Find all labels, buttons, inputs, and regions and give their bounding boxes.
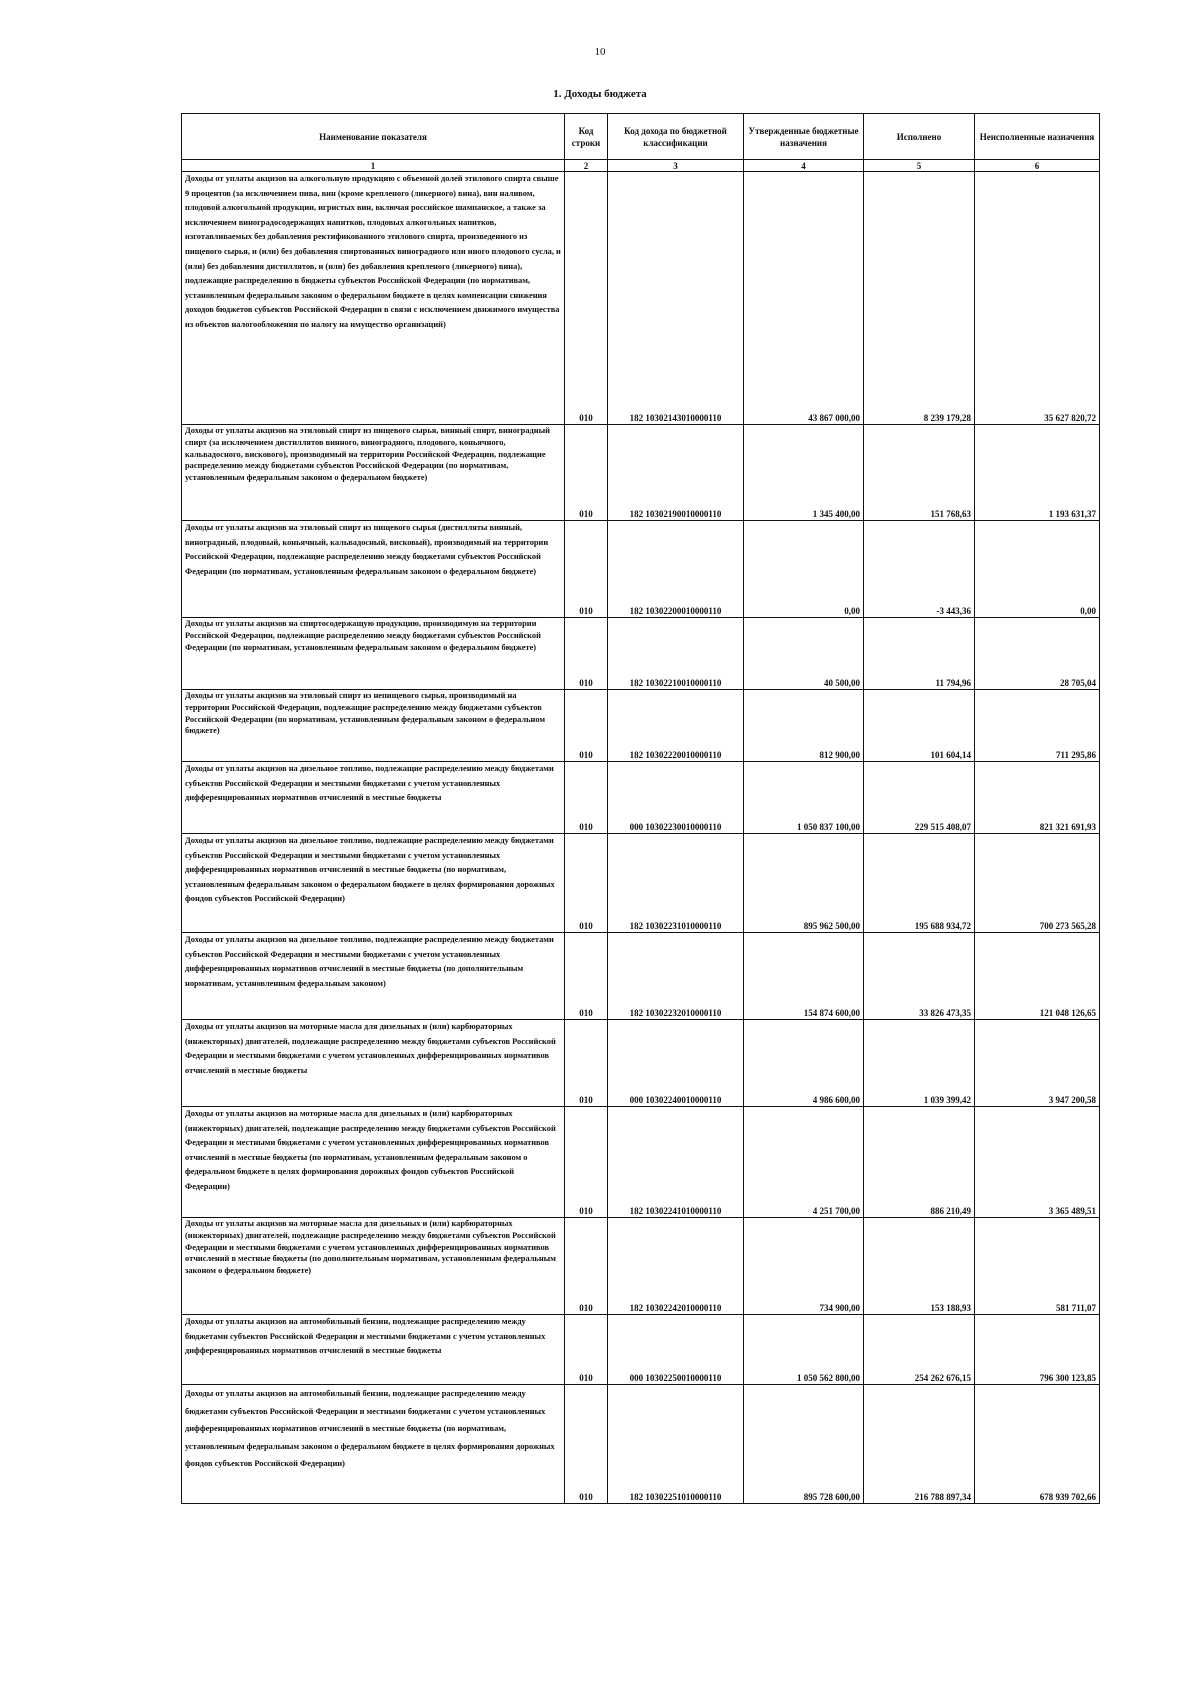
row-code: 010 <box>565 933 608 1020</box>
header-kbk: Код дохода по бюджетной классификации <box>608 114 744 160</box>
row-code: 010 <box>565 1385 608 1504</box>
table-row <box>182 172 1100 425</box>
row-code: 010 <box>565 521 608 618</box>
header-unexecuted: Неисполненные назначения <box>975 114 1100 160</box>
row-executed: 216 788 897,34 <box>864 1385 975 1504</box>
table-row <box>182 521 1100 618</box>
row-unexecuted: 700 273 565,28 <box>975 834 1100 933</box>
row-executed: 151 768,63 <box>864 425 975 521</box>
table-row <box>182 1218 1100 1315</box>
row-code: 010 <box>565 1020 608 1107</box>
row-approved: 895 728 600,00 <box>744 1385 864 1504</box>
row-name: Доходы от уплаты акцизов на спиртосодержащую продукцию, производимую на территории Российской Федерации, подлежащие распределению между бюджетами субъектов Российской Федерации (по нормативам, установленным федеральным законом о федеральном бюджете) <box>182 618 565 690</box>
row-approved: 1 050 562 800,00 <box>744 1315 864 1385</box>
row-name: Доходы от уплаты акцизов на алкогольную продукцию с объемной долей этилового спирта свыше 9 процентов (за исключением пива, вин (кроме крепленого (ликерного) вина), вин наливом, плодовой алкогольной продукции, игристых вин, включая российское шампанское, а также за исключением виноградосодержащих напитков, плодовых алкогольных напитков, изготавливаемых без добавления ректификованного этилового спирта, произведенного из пищевого сырья, и (или) без добавления спиртованных виноградного или иного плодового сусла, и (или) без добавления дистиллятов, и (или) без добавления крепленого (ликерного) вина), подлежащие распределению в бюджеты субъектов Российской Федерации (по нормативам, установленным федеральным законом о федеральном бюджете в целях компенсации снижения доходов бюджетов субъектов Российской Федерации в связи с исключением движимого имущества из объектов налогообложения по налогу на имущество организаций) <box>182 172 565 425</box>
row-code: 010 <box>565 762 608 834</box>
row-name: Доходы от уплаты акцизов на моторные масла для дизельных и (или) карбюраторных (инжекторных) двигателей, подлежащие распределению между бюджетами субъектов Российской Федерации и местными бюджетами с учетом установленных дифференцированных нормативов отчислений в местные бюджеты <box>182 1020 565 1107</box>
header-code: Код строки <box>565 114 608 160</box>
row-approved: 154 874 600,00 <box>744 933 864 1020</box>
column-number: 2 <box>565 160 608 172</box>
row-executed: 254 262 676,15 <box>864 1315 975 1385</box>
section-title: 1. Доходы бюджета <box>553 88 647 100</box>
row-unexecuted: 1 193 631,37 <box>975 425 1100 521</box>
row-approved: 895 962 500,00 <box>744 834 864 933</box>
row-name: Доходы от уплаты акцизов на этиловый спирт из непищевого сырья, производимый на территории Российской Федерации, подлежащие распределению между бюджетами субъектов Российской Федерации (по нормативам, установленным федеральным законом о федеральном бюджете) <box>182 690 565 762</box>
row-approved: 4 986 600,00 <box>744 1020 864 1107</box>
column-number: 6 <box>975 160 1100 172</box>
column-number: 1 <box>182 160 565 172</box>
row-name: Доходы от уплаты акцизов на моторные масла для дизельных и (или) карбюраторных (инжекторных) двигателей, подлежащие распределению между бюджетами субъектов Российской Федерации и местными бюджетами с учетом установленных дифференцированных нормативов отчислений в местные бюджеты (по дополнительным нормативам, установленным федеральным законом о федеральном бюджете) <box>182 1218 565 1315</box>
row-executed: 153 188,93 <box>864 1218 975 1315</box>
row-kbk: 182 10302242010000110 <box>608 1218 744 1315</box>
row-approved: 4 251 700,00 <box>744 1107 864 1218</box>
table-row <box>182 1107 1100 1218</box>
table-row <box>182 1385 1100 1504</box>
income-table <box>181 113 1100 1504</box>
row-code: 010 <box>565 172 608 425</box>
row-name: Доходы от уплаты акцизов на автомобильный бензин, подлежащие распределению между бюджетами субъектов Российской Федерации и местными бюджетами с учетом установленных дифференцированных нормативов отчислений в местные бюджеты <box>182 1315 565 1385</box>
row-unexecuted: 3 365 489,51 <box>975 1107 1100 1218</box>
row-kbk: 182 10302200010000110 <box>608 521 744 618</box>
row-code: 010 <box>565 1315 608 1385</box>
row-name: Доходы от уплаты акцизов на этиловый спирт из пищевого сырья (дистилляты винный, виноградный, плодовый, коньячный, кальвадосный, висковый), производимый на территории Российской Федерации, подлежащие распределению между бюджетами субъектов Российской Федерации (по нормативам, установленным федеральным законом о федеральном бюджете) <box>182 521 565 618</box>
table-row <box>182 1020 1100 1107</box>
column-number: 5 <box>864 160 975 172</box>
table-row <box>182 762 1100 834</box>
row-approved: 734 900,00 <box>744 1218 864 1315</box>
row-name: Доходы от уплаты акцизов на дизельное топливо, подлежащие распределению между бюджетами субъектов Российской Федерации и местными бюджетами с учетом установленных дифференцированных нормативов отчислений в местные бюджеты <box>182 762 565 834</box>
header-row <box>182 114 1100 160</box>
row-unexecuted: 28 705,04 <box>975 618 1100 690</box>
row-approved: 40 500,00 <box>744 618 864 690</box>
row-approved: 1 050 837 100,00 <box>744 762 864 834</box>
table-row <box>182 933 1100 1020</box>
row-kbk: 182 10302220010000110 <box>608 690 744 762</box>
row-name: Доходы от уплаты акцизов на моторные масла для дизельных и (или) карбюраторных (инжекторных) двигателей, подлежащие распределению между бюджетами субъектов Российской Федерации и местными бюджетами с учетом установленных дифференцированных нормативов отчислений в местные бюджеты (по нормативам, установленным федеральным законом о федеральном бюджете в целях формирования дорожных фондов субъектов Российской Федерации) <box>182 1107 565 1218</box>
table-row <box>182 690 1100 762</box>
row-kbk: 182 10302251010000110 <box>608 1385 744 1504</box>
row-approved: 0,00 <box>744 521 864 618</box>
row-approved: 1 345 400,00 <box>744 425 864 521</box>
row-name: Доходы от уплаты акцизов на дизельное топливо, подлежащие распределению между бюджетами субъектов Российской Федерации и местными бюджетами с учетом установленных дифференцированных нормативов отчислений в местные бюджеты (по нормативам, установленным федеральным законом о федеральном бюджете в целях формирования дорожных фондов субъектов Российской Федерации) <box>182 834 565 933</box>
table-row <box>182 1315 1100 1385</box>
table-row <box>182 834 1100 933</box>
row-executed: -3 443,36 <box>864 521 975 618</box>
row-unexecuted: 796 300 123,85 <box>975 1315 1100 1385</box>
row-unexecuted: 678 939 702,66 <box>975 1385 1100 1504</box>
row-unexecuted: 821 321 691,93 <box>975 762 1100 834</box>
page-number: 10 <box>594 46 606 58</box>
row-name: Доходы от уплаты акцизов на дизельное топливо, подлежащие распределению между бюджетами субъектов Российской Федерации и местными бюджетами с учетом установленных дифференцированных нормативов отчислений в местные бюджеты (по дополнительным нормативам, установленным федеральным законом) <box>182 933 565 1020</box>
row-kbk: 182 10302143010000110 <box>608 172 744 425</box>
row-kbk: 000 10302240010000110 <box>608 1020 744 1107</box>
row-approved: 812 900,00 <box>744 690 864 762</box>
row-unexecuted: 711 295,86 <box>975 690 1100 762</box>
row-code: 010 <box>565 1107 608 1218</box>
row-approved: 43 867 000,00 <box>744 172 864 425</box>
row-kbk: 000 10302250010000110 <box>608 1315 744 1385</box>
row-unexecuted: 3 947 200,58 <box>975 1020 1100 1107</box>
row-executed: 1 039 399,42 <box>864 1020 975 1107</box>
row-executed: 101 604,14 <box>864 690 975 762</box>
row-name: Доходы от уплаты акцизов на автомобильный бензин, подлежащие распределению между бюджетами субъектов Российской Федерации и местными бюджетами с учетом установленных дифференцированных нормативов отчислений в местные бюджеты (по нормативам, установленным федеральным законом о федеральном бюджете в целях формирования дорожных фондов субъектов Российской Федерации) <box>182 1385 565 1504</box>
row-code: 010 <box>565 1218 608 1315</box>
row-code: 010 <box>565 834 608 933</box>
row-kbk: 182 10302210010000110 <box>608 618 744 690</box>
column-numbers-row <box>182 160 1100 172</box>
row-kbk: 182 10302231010000110 <box>608 834 744 933</box>
row-unexecuted: 35 627 820,72 <box>975 172 1100 425</box>
row-executed: 229 515 408,07 <box>864 762 975 834</box>
row-executed: 8 239 179,28 <box>864 172 975 425</box>
header-approved: Утвержденные бюджетные назначения <box>744 114 864 160</box>
row-unexecuted: 581 711,07 <box>975 1218 1100 1315</box>
row-kbk: 182 10302190010000110 <box>608 425 744 521</box>
column-number: 3 <box>608 160 744 172</box>
table-row <box>182 618 1100 690</box>
row-kbk: 182 10302241010000110 <box>608 1107 744 1218</box>
header-executed: Исполнено <box>864 114 975 160</box>
row-executed: 886 210,49 <box>864 1107 975 1218</box>
column-number: 4 <box>744 160 864 172</box>
table-row <box>182 425 1100 521</box>
row-code: 010 <box>565 618 608 690</box>
row-unexecuted: 0,00 <box>975 521 1100 618</box>
row-code: 010 <box>565 690 608 762</box>
row-executed: 33 826 473,35 <box>864 933 975 1020</box>
row-unexecuted: 121 048 126,65 <box>975 933 1100 1020</box>
row-executed: 195 688 934,72 <box>864 834 975 933</box>
header-name: Наименование показателя <box>182 114 565 160</box>
row-kbk: 182 10302232010000110 <box>608 933 744 1020</box>
row-kbk: 000 10302230010000110 <box>608 762 744 834</box>
row-name: Доходы от уплаты акцизов на этиловый спирт из пищевого сырья, винный спирт, виноградный спирт (за исключением дистиллятов винного, виноградного, плодового, коньячного, кальвадосного, вискового), производимый на территории Российской Федерации, подлежащие распределению между бюджетами субъектов Российской Федерации (по нормативам, установленным федеральным законом о федеральном бюджете) <box>182 425 565 521</box>
row-executed: 11 794,96 <box>864 618 975 690</box>
row-code: 010 <box>565 425 608 521</box>
